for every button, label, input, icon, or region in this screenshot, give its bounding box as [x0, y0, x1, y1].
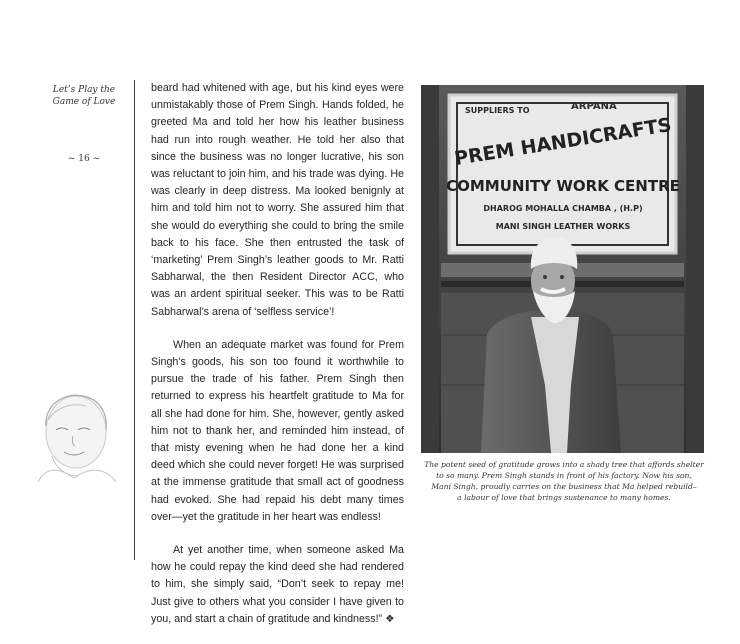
body-text: [151, 80, 404, 644]
page-number: ~ 16 ~: [67, 154, 101, 164]
sign-title-text: PREM HANDICRAFTS: [452, 113, 673, 171]
factory-photo: [421, 85, 704, 453]
factory-photo-illustration: [421, 85, 704, 453]
caption-line-4: a labour of love that brings sustenance to many homes.: [457, 493, 671, 502]
sign-subtitle-text: COMMUNITY WORK CENTRE: [446, 177, 680, 195]
caption-line-3: Mani Singh, proudly carries on the business that Ma helped rebuild–: [431, 482, 697, 491]
body-paragraph-2: When an adequate market was found for Prem Singh’s goods, his son too found it worthwhile to pursue the trade of his father. Prem Singh then returned to express his heartfelt gratitude to Ma for all she had done for him. She, however, gently asked him not to thank her, and reminded him instead, of that misty evening when he had done her a kind deed which she could never forget! He was surprised at the immense gratitude that small act of goodness had evoked. She had repaid his debt many times over—yet the gratitude in her heart was endless!: [151, 338, 404, 523]
sign-suppliers-text: SUPPLIERS TO: [465, 106, 530, 115]
body-paragraph-3: At yet another time, when someone asked Ma how he could repay the kind deed she had rendered to him, she simply said, “Don’t seek to repay me! Just give to others what you consider I have given to you, and start a chain of gratitude and kindness!” ❖: [151, 544, 404, 625]
sign-owner-text: MANI SINGH LEATHER WORKS: [495, 222, 631, 231]
ma-portrait-sketch: [26, 386, 124, 484]
photo-caption: [420, 459, 708, 503]
sign-arpana-text: ARPANA: [571, 101, 617, 112]
body-paragraph-1: beard had whitened with age, but his kind eyes were unmistakably those of Prem Singh. Hands folded, he greeted Ma and told her how his leather business had run into rough weather. He told her also that since the business was no longer lucrative, his son was reluctant to join him, and his trade was dying. He was clearly in deep distress. Ma looked benignly at him and told him not to worry. She assured him that she would do everything she could to bring the smile back to his face. She then entrusted the task of ‘marketing’ Prem Singh’s leather goods to Mr. Ratti Sabharwal, the then Resident Director ACC, who was an ardent spiritual seeker. This was to be Ratti Sabharwal’s arena of ‘selfless service’!: [151, 82, 404, 318]
vertical-divider: [134, 80, 135, 560]
running-title-line-1: Let’s Play the: [52, 85, 116, 95]
caption-line-2: to so many. Prem Singh stands in front of his factory. Now his son,: [436, 471, 692, 480]
running-title-line-2: Game of Love: [52, 97, 116, 107]
running-title: [46, 84, 122, 108]
caption-line-1: The potent seed of gratitude grows into a shady tree that affords shelter: [424, 460, 704, 469]
sign-address-text: DHAROG MOHALLA CHAMBA , (H.P): [483, 204, 643, 213]
